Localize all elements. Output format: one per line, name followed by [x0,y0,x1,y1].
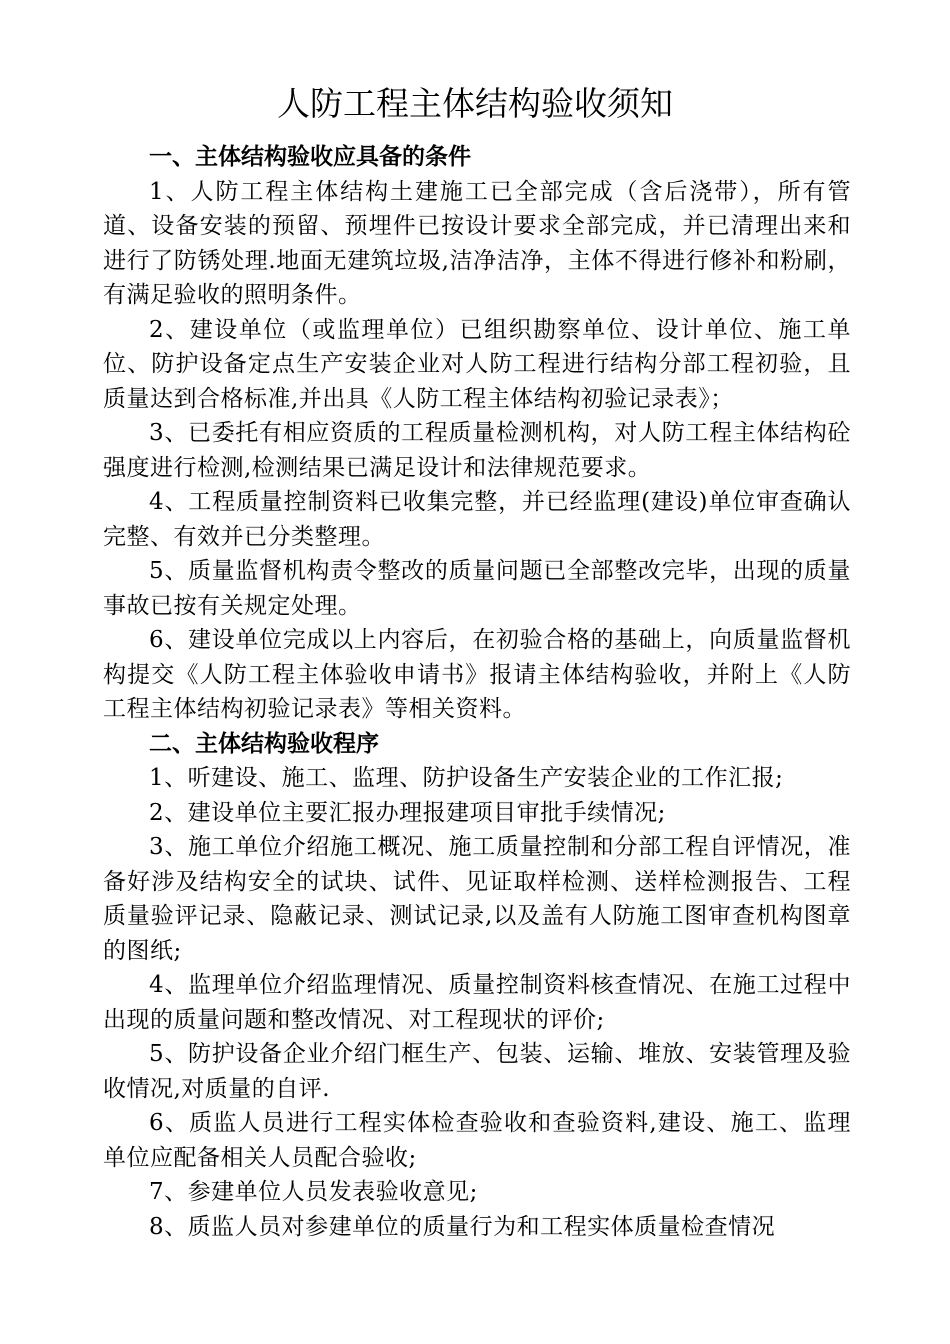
procedure-item-3: 3、施工单位介绍施工概况、施工质量控制和分部工程自评情况，准备好涉及结构安全的试块、试件、见证取样检测、送样检测报告、工程质量验评记录、隐蔽记录、测试记录,以及盖有人防施工图审查机构图章的图纸; [103,834,851,964]
procedure-item-8: 8、质监人员对参建单位的质量行为和工程实体质量检查情况 [149,1213,776,1240]
procedure-item-2: 2、建设单位主要汇报办理报建项目审批手续情况; [149,799,666,826]
procedure-item-6: 6、质监人员进行工程实体检查验收和查验资料,建设、施工、监理单位应配备相关人员配合验收; [103,1110,851,1171]
condition-item-4: 4、工程质量控制资料已收集完整，并已经监理(建设)单位审查确认完整、有效并已分类整理。 [103,489,851,550]
condition-item-1: 1、人防工程主体结构土建施工已全部完成（含后浇带），所有管道、设备安装的预留、预埋件已按设计要求全部完成，并已清理出来和进行了防锈处理.地面无建筑垃圾,洁净洁净，主体不得进行修补和粉刷，有满足验收的照明条件。 [103,178,851,308]
document-body [103,140,851,1244]
condition-item-2: 2、建设单位（或监理单位）已组织勘察单位、设计单位、施工单位、防护设备定点生产安装企业对人防工程进行结构分部工程初验，且质量达到合格标准,并出具《人防工程主体结构初验记录表》； [103,316,851,412]
condition-item-5: 5、质量监督机构责令整改的质量问题已全部整改完毕，出现的质量事故已按有关规定处理。 [103,558,851,619]
section-heading-procedure: 二、主体结构验收程序 [149,730,379,757]
procedure-item-5: 5、防护设备企业介绍门框生产、包装、运输、堆放、安装管理及验收情况,对质量的自评. [103,1041,851,1102]
procedure-item-4: 4、监理单位介绍监理情况、质量控制资料核查情况、在施工过程中出现的质量问题和整改情况、对工程现状的评价; [103,972,851,1033]
condition-item-3: 3、已委托有相应资质的工程质量检测机构，对人防工程主体结构砼强度进行检测,检测结果已满足设计和法律规范要求。 [103,420,851,481]
procedure-item-1: 1、听建设、施工、监理、防护设备生产安装企业的工作汇报; [149,765,784,791]
condition-item-6: 6、建设单位完成以上内容后，在初验合格的基础上，向质量监督机构提交《人防工程主体验收申请书》报请主体结构验收，并附上《人防工程主体结构初验记录表》等相关资料。 [103,627,851,722]
procedure-item-7: 7、参建单位人员发表验收意见; [149,1179,478,1205]
document-title: 人防工程主体结构验收须知 [277,84,673,123]
section-heading-conditions: 一、主体结构验收应具备的条件 [149,144,471,170]
